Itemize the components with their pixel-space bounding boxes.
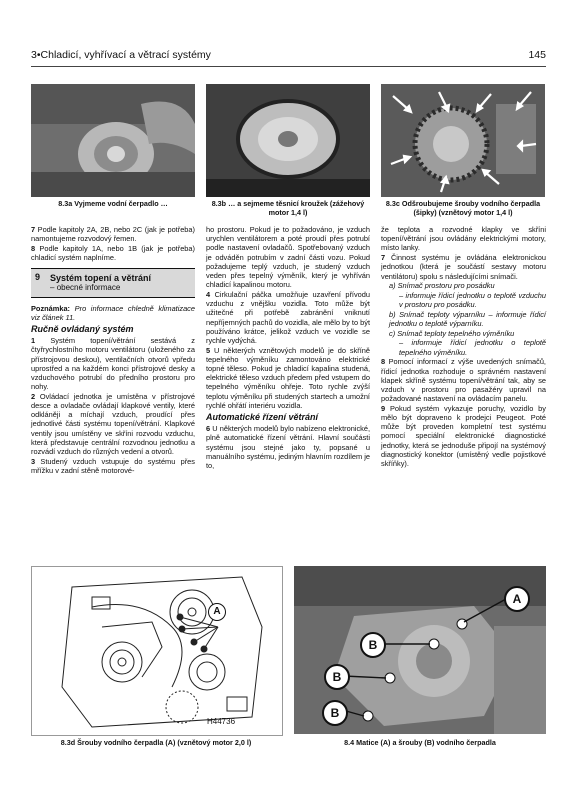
list-item-c: c) Snímač teploty tepelného výměníku (389, 328, 515, 338)
manual-heading: Ručně ovládaný systém (31, 323, 134, 334)
paragraph-8: 8 Podle kapitoly 1A, nebo 1B (jak je potřeba) chladicí systém naplníme. (31, 243, 195, 263)
caption-8-3c-text: 8.3c Odšroubujeme šrouby vodního čerpadla (šipky) (vznětový motor 1,4 l) (385, 199, 541, 217)
auto-heading: Automatické řízení větrání (206, 412, 319, 423)
photo-8-3c (381, 84, 545, 197)
chapter-title: 3•Chladicí, vyhřívací a větrací systémy (31, 49, 211, 61)
note: Poznámka: Pro informace chledně klimatizace viz článek 11. (31, 303, 195, 322)
caption-8-3a: 8.3a Vyjmeme vodní čerpadlo … (58, 199, 168, 208)
list-item-b: b) Snímač teploty výparníku – informuje řídicí jednotku o teplotě výparníku. (389, 309, 546, 329)
list-item-a: a) Snímač prostoru pro posádku (389, 281, 495, 291)
callout-a: A (504, 586, 530, 612)
caption-8-4: 8.4 Matice (A) a šrouby (B) vodního čerpadla (344, 738, 496, 747)
photo-8-4 (294, 566, 546, 734)
caption-8-3b: 8.3b … a sejmeme těsnicí kroužek (zážehový motor 1,4 l) (211, 199, 365, 217)
callout-a-drawing: A (208, 603, 226, 621)
section-title: Systém topení a větrání (50, 273, 152, 284)
callout-b-3: B (322, 700, 348, 726)
page-number: 145 (528, 49, 546, 61)
paragraph-7b: 7 Činnost systému je ovládána elektronickou jednotkou (která je součástí sestavy motoru ventilátoru) spolu s následujícími snímači. (381, 253, 546, 281)
caption-8-3d: 8.3d Šrouby vodního čerpadla (A) (vznětový motor 2,0 l) (60, 738, 252, 747)
section-number: 9 (35, 272, 41, 283)
paragraph-cont-3: že teplota a rozvodné klapky ve skříni topení/větrání jsou ovládány elektrickými motory, místo lanky. (381, 225, 546, 253)
callout-b-2: B (324, 664, 350, 690)
paragraph-5: 5 U některých vznětových modelů je do skříně tepelného výměníku zamontováno elektrické topné těleso. Pokud je chladicí kapalina studená, elektrické těleso vzduch předem před vstupem do tepelného výměníku ohřeje. Toto rychle zvýší teplotu výměníku při studených startech a umožní rychlé ohřátí interiéru vozidla. (206, 345, 370, 410)
column-2 (206, 225, 370, 471)
paragraph-7: 7 Podle kapitoly 2A, 2B, nebo 2C (jak je potřeba) namontujeme rozvodový řemen. (31, 225, 195, 244)
list-item-a-desc: – informuje řídicí jednotku o teplotě vzduchu v prostoru pro posádku. (399, 290, 546, 310)
paragraph-m3: 3 Studený vzduch vstupuje do systému přes mřížku v zadní stěně motorové- (31, 456, 195, 475)
paragraph-4: 4 Cirkulační páčka umožňuje uzavření přívodu vzduchu z vnějšku vozidla. Toto může být užitečné při potřebě zabránění vniknutí nepříjemných pachů do vozidla, ale mělo by to být používáno krátce, jelikož vzduch ve vozidle se rychle vydýchá. (206, 289, 370, 345)
callout-b-1: B (360, 632, 386, 658)
paragraph-9b: 9 Pokud systém vykazuje poruchy, vozidlo by mělo být dopraveno k prodejci Peugeot. Poté může být proveden kompletní test systému pomocí speciální elektronické diagnostické jednotky, která se jednoduše připojí na systémový diagnostický konektor (umístěný vedle pojistkové skříňky). (381, 403, 546, 469)
drawing-code: H44736 (207, 717, 236, 726)
paragraph-m1: 1 Systém topení/větrání sestává z čtyřrychlostního motoru ventilátoru (uloženého za přístrojovou deskou), ventilačních otvorů vpředu uprostřed a na každém konci přístrojové desky a vzduchového potrubí do předního prostoru pro nohy. (31, 336, 195, 392)
list-item-c-desc: – informuje řídicí jednotku o teplotě tepelného výměníku. (399, 338, 546, 357)
header-rule (31, 66, 546, 67)
drawing-8-3d (31, 566, 283, 736)
caption-8-3c (381, 199, 545, 217)
paragraph-m2: 2 Ovládací jednotka je umístěna v přístrojové desce a ovladače ovládají klapkové ventily, které odkláněji a míchají vzduch, proudící přes jednotlivé části systému topení/větrání. Klapkové ventily jsou umístěny ve skříni rozvodu vzduchu, která představuje centrální rozvodnou jednotku a rozvádí vzduch do různých vedení a otvorů. (31, 391, 195, 457)
column-3 (381, 225, 546, 469)
column-1 (31, 225, 195, 476)
paragraph-6: 6 U některých modelů bylo nabízeno elektronické, plně automatické řízení větrání. Hlavní součásti systému jsou stejné jako ty, popsané u manuálního systému, jediným hlavním rozdílem je to, (206, 424, 370, 471)
section-heading-box (31, 268, 195, 297)
paragraph-8b: 8 Pomocí informací z výše uvedených snímačů, řídicí jednotka rozhoduje o správném nastavení klapek skříně systému topení/větrání tak, aby se vzduch v prostoru pro pasažéry upravil na požadované nastavení na ovládacím panelu. (381, 357, 546, 404)
paragraph-cont: ho prostoru. Pokud je to požadováno, je vzduch urychlen ventilátorem a poté proudí přes potrubí podle nastavení ovladačů. Spotřebovaný vzduch je odváděn potrubím v zadní části vozu. Pokud požadujeme teplý vzduch, je studený vzduch veden přes tepelný výměník, který je vyhříván chladicí kapalinou motoru. (206, 225, 370, 290)
photo-8-3b (206, 84, 370, 197)
running-header (31, 49, 546, 65)
photo-8-3a (31, 84, 195, 197)
section-subtitle: – obecné informace (50, 283, 121, 293)
